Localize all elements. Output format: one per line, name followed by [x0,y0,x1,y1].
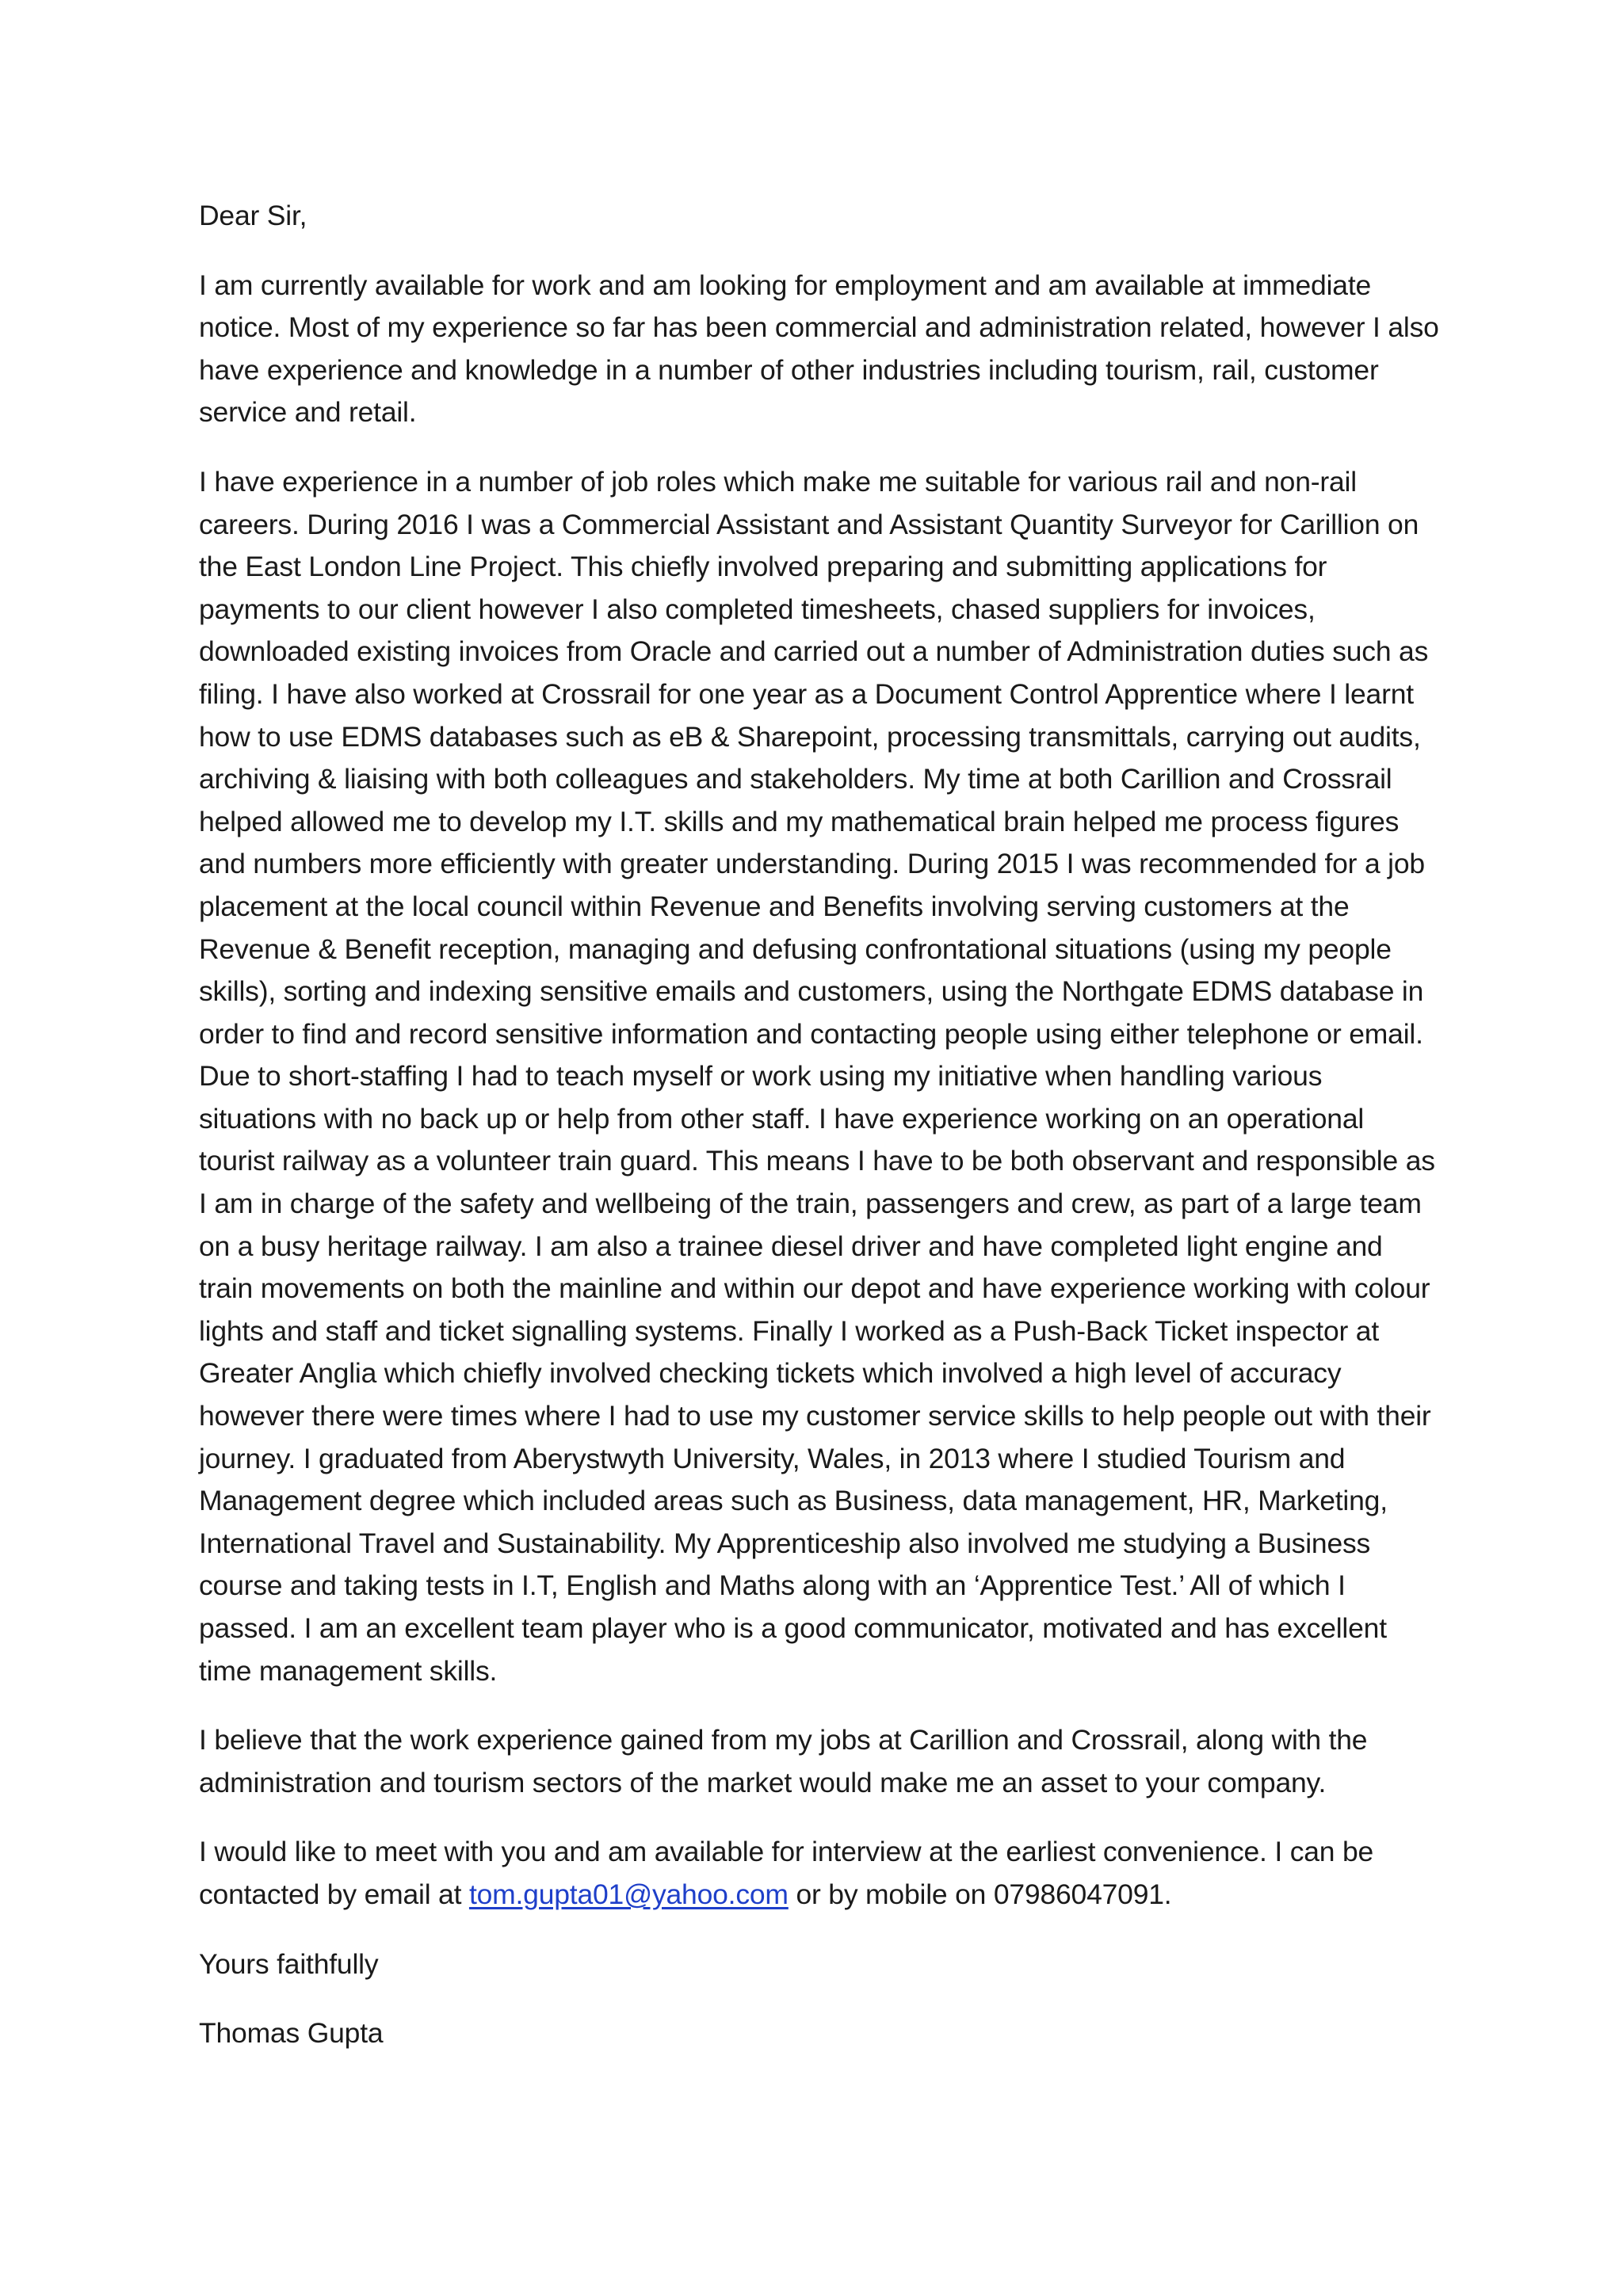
paragraph-experience: I have experience in a number of job roles which make me suitable for various rail and non-rail careers. During 2016 I was a Commercial Assistant and Assistant Quantity Surveyor for Carillion on the East London Line Project. This chiefly involved preparing and submitting applications for payments to our client however I also completed timesheets, chased suppliers for invoices, downloaded existing invoices from Oracle and carried out a number of Administration duties such as filing. I have also worked at Crossrail for one year as a Document Control Apprentice where I learnt how to use EDMS databases such as eB & Sharepoint, processing transmittals, carrying out audits, archiving & liaising with both colleagues and stakeholders. My time at both Carillion and Crossrail helped allowed me to develop my I.T. skills and my mathematical brain helped me process figures and numbers more efficiently with greater understanding. During 2015 I was recommended for a job placement at the local council within Revenue and Benefits involving serving customers at the Revenue & Benefit reception, managing and defusing confrontational situations (using my people skills), sorting and indexing sensitive emails and customers, using the Northgate EDMS database in order to find and record sensitive information and contacting people using either telephone or email. Due to short-staffing I had to teach myself or work using my initiative when handling various situations with no back up or help from other staff. I have experience working on an operational tourist railway as a volunteer train guard. This means I have to be both observant and responsible as I am in charge of the safety and wellbeing of the train, passengers and crew, as part of a large team on a busy heritage railway. I am also a trainee diesel driver and have completed light engine and train movements on both the mainline and within our depot and have experience working with colour lights and staff and ticket signalling systems. Finally I worked as a Push-Back Ticket inspector at Greater Anglia which chiefly involved checking tickets which involved a high level of accuracy however there were times where I had to use my customer service skills to help people out with their journey. I graduated from Aberystwyth University, Wales, in 2013 where I studied Tourism and Management degree which included areas such as Business, data management, HR, Marketing, International Travel and Sustainability. My Apprenticeship also involved me studying a Business course and taking tests in I.T, English and Maths along with an ‘Apprentice Test.’ All of which I passed. I am an excellent team player who is a good communicator, motivated and has excellent time management skills. [199,465,1435,1687]
salutation: Dear Sir, [199,200,307,231]
email-link[interactable]: tom.gupta01@yahoo.com [468,1878,789,1910]
letter-body [199,195,1443,2082]
paragraph-contact [199,1831,1443,1916]
contact-text-after: or by mobile on 07986047091. [788,1878,1172,1910]
paragraph-asset: I believe that the work experience gained from my jobs at Carillion and Crossrail, along with the administration and tourism sectors of the market would make me an asset to your company. [199,1724,1368,1798]
contact-text-before: I would like to meet with you and am available for interview at the earliest convenience. I can be contacted by email at [199,1836,1374,1910]
closing: Yours faithfully [199,1947,379,1980]
signature: Thomas Gupta [199,2017,384,2050]
paragraph-availability: I am currently available for work and am looking for employment and am available at immediate notice. Most of my experience so far has been commercial and administration related, however I also have experience and knowledge in a number of other industries including tourism, rail, customer service and retail. [199,269,1439,429]
